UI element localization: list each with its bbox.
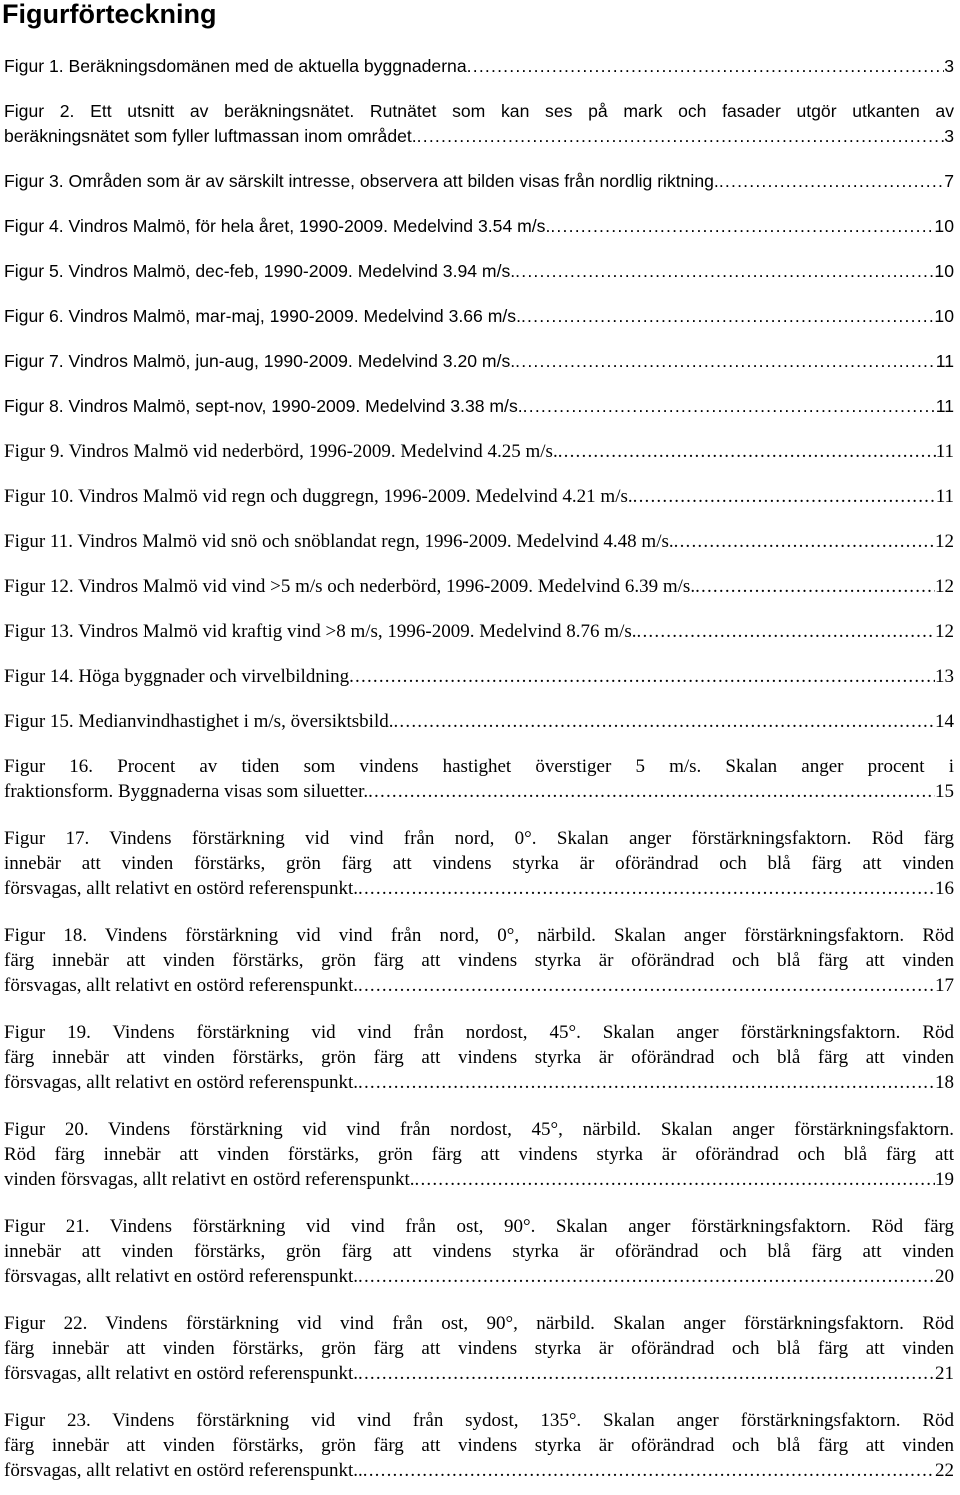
figure-caption-tail xyxy=(4,484,954,509)
page-number: 11 xyxy=(935,486,954,507)
figure-caption-tail xyxy=(4,664,954,689)
dot-leader xyxy=(633,484,936,509)
dot-leader xyxy=(415,1167,936,1192)
figure-caption-line: fraktionsform. Byggnaderna visas som siluetter. xyxy=(4,781,369,802)
page-number: 10 xyxy=(934,216,954,236)
figure-entry[interactable] xyxy=(4,529,954,554)
figure-caption-line: Figur 22. Vindens förstärkning vid vind från ost, 90°, närbild. Skalan anger förstärkningsfaktorn. Röd xyxy=(4,1313,954,1334)
figure-caption-line: Figur 12. Vindros Malmö vid vind >5 m/s och nederbörd, 1996-2009. Medelvind 6.39 m/s. xyxy=(4,576,696,597)
dot-leader xyxy=(637,619,935,644)
figure-caption-tail xyxy=(4,1264,954,1289)
figure-caption-tail xyxy=(4,394,954,419)
page-number: 11 xyxy=(935,441,954,462)
figure-entry[interactable] xyxy=(4,394,954,419)
dot-leader xyxy=(363,1458,935,1483)
dot-leader xyxy=(358,1264,935,1289)
figure-caption-line: försvagas, allt relativt en ostörd referenspunkt. xyxy=(4,878,359,899)
figure-caption-line: försvagas, allt relativt en ostörd referenspunkt. xyxy=(4,975,359,996)
figure-caption-tail xyxy=(4,1167,954,1192)
figure-entry[interactable] xyxy=(4,1117,954,1192)
figure-caption-tail xyxy=(4,124,954,149)
figure-caption-line: färg innebär att vinden förstärks, grön färg att vindens styrka är oförändrad och blå färg att vinden xyxy=(4,950,954,971)
figure-entry[interactable] xyxy=(4,1020,954,1095)
dot-leader xyxy=(368,779,935,804)
figure-caption-line: färg innebär att vinden förstärks, grön färg att vindens styrka är oförändrad och blå färg att vinden xyxy=(4,1047,954,1068)
dot-leader xyxy=(674,529,935,554)
page-number: 14 xyxy=(935,711,954,732)
page-number: 3 xyxy=(944,126,954,146)
figure-caption-line: vinden försvagas, allt relativt en ostörd referenspunkt. xyxy=(4,1169,415,1190)
figure-caption-line: Figur 18. Vindens förstärkning vid vind från nord, 0°, närbild. Skalan anger förstärkningsfaktorn. Röd xyxy=(4,925,954,946)
dot-leader xyxy=(515,349,936,374)
figure-caption-line: beräkningsnätet som fyller luftmassan inom området. xyxy=(4,126,417,146)
dot-leader xyxy=(550,214,934,239)
figure-caption-line: Figur 2. Ett utsnitt av beräkningsnätet. Rutnätet som kan ses på mark och fasader utgör utkanten av xyxy=(4,101,954,121)
page-number: 10 xyxy=(934,306,954,326)
page-number: 15 xyxy=(935,781,954,802)
page-number: 12 xyxy=(935,621,954,642)
page-number: 17 xyxy=(935,975,954,996)
figure-entry[interactable] xyxy=(4,1408,954,1483)
dot-leader xyxy=(358,1070,935,1095)
figure-caption-line: Röd färg innebär att vinden förstärks, grön färg att vindens styrka är oförändrad och blå färg att xyxy=(4,1144,954,1165)
page-number: 12 xyxy=(935,576,954,597)
figure-caption-line: Figur 8. Vindros Malmö, sept-nov, 1990-2009. Medelvind 3.38 m/s. xyxy=(4,396,523,416)
figure-entry[interactable] xyxy=(4,1311,954,1386)
figure-caption-line: Figur 4. Vindros Malmö, för hela året, 1990-2009. Medelvind 3.54 m/s. xyxy=(4,216,551,236)
figure-caption-line: försvagas, allt relativt en ostörd referenspunkt.. xyxy=(4,1460,363,1481)
figure-caption-line: innebär att vinden förstärks, grön färg att vindens styrka är oförändrad och blå färg att vinden xyxy=(4,853,954,874)
page-number: 11 xyxy=(935,351,954,371)
dot-leader xyxy=(349,664,935,689)
figure-caption-tail xyxy=(4,304,954,329)
page-number: 20 xyxy=(935,1266,954,1287)
dot-leader xyxy=(358,973,935,998)
page-number: 13 xyxy=(935,666,954,687)
figure-entry[interactable] xyxy=(4,214,954,239)
figure-caption-tail xyxy=(4,973,954,998)
figure-entry[interactable] xyxy=(4,484,954,509)
figure-entry[interactable] xyxy=(4,923,954,998)
dot-leader xyxy=(521,304,934,329)
figure-entry[interactable] xyxy=(4,439,954,464)
figure-entry[interactable] xyxy=(4,619,954,644)
figure-caption-line: Figur 19. Vindens förstärkning vid vind från nordost, 45°. Skalan anger förstärkningsfaktorn. Röd xyxy=(4,1022,954,1043)
figure-caption-line: Figur 3. Områden som är av särskilt intresse, observera att bilden visas från nordlig riktning. xyxy=(4,171,719,191)
figure-caption-line: Figur 21. Vindens förstärkning vid vind från ost, 90°. Skalan anger förstärkningsfaktorn. Röd färg xyxy=(4,1216,954,1237)
figure-caption-tail xyxy=(4,214,954,239)
dot-leader xyxy=(358,876,935,901)
figure-caption-tail xyxy=(4,574,954,599)
figure-caption-line: Figur 14. Höga byggnader och virvelbildning xyxy=(4,666,350,687)
figure-caption-line: Figur 16. Procent av tiden som vindens hastighet överstiger 5 m/s. Skalan anger procent i xyxy=(4,756,954,777)
figure-caption-line: försvagas, allt relativt en ostörd referenspunkt. xyxy=(4,1266,359,1287)
figure-caption-tail xyxy=(4,779,954,804)
page-number: 19 xyxy=(935,1169,954,1190)
dot-leader xyxy=(417,124,945,149)
dot-leader xyxy=(558,439,936,464)
figure-caption-line: Figur 17. Vindens förstärkning vid vind från nord, 0°. Skalan anger förstärkningsfaktorn. Röd färg xyxy=(4,828,954,849)
dot-leader xyxy=(695,574,935,599)
figure-entry[interactable] xyxy=(4,99,954,149)
figure-entry[interactable] xyxy=(4,54,954,79)
figure-caption-line: innebär att vinden förstärks, grön färg att vindens styrka är oförändrad och blå färg att vinden xyxy=(4,1241,954,1262)
page-number: 12 xyxy=(935,531,954,552)
figure-entry[interactable] xyxy=(4,259,954,284)
figure-caption-tail xyxy=(4,1458,954,1483)
figure-entry[interactable] xyxy=(4,349,954,374)
page-number: 21 xyxy=(935,1363,954,1384)
figure-caption-line: försvagas, allt relativt en ostörd referenspunkt. xyxy=(4,1072,359,1093)
figure-caption-line: Figur 11. Vindros Malmö vid snö och snöblandat regn, 1996-2009. Medelvind 4.48 m/s. xyxy=(4,531,674,552)
figure-entry[interactable] xyxy=(4,664,954,689)
figure-entry[interactable] xyxy=(4,574,954,599)
figure-entry[interactable] xyxy=(4,169,954,194)
figure-caption-line: färg innebär att vinden förstärks, grön färg att vindens styrka är oförändrad och blå färg att vinden xyxy=(4,1435,954,1456)
figure-caption-line: Figur 7. Vindros Malmö, jun-aug, 1990-2009. Medelvind 3.20 m/s. xyxy=(4,351,516,371)
figure-caption-line: Figur 5. Vindros Malmö, dec-feb, 1990-2009. Medelvind 3.94 m/s. xyxy=(4,261,516,281)
dot-leader xyxy=(515,259,934,284)
figure-caption-tail xyxy=(4,529,954,554)
figure-caption-line: Figur 23. Vindens förstärkning vid vind från sydost, 135°. Skalan anger förstärkningsfaktorn. Röd xyxy=(4,1410,954,1431)
page-number: 18 xyxy=(935,1072,954,1093)
figure-caption-line: försvagas, allt relativt en ostörd referenspunkt. xyxy=(4,1363,359,1384)
figure-caption-line: Figur 10. Vindros Malmö vid regn och duggregn, 1996-2009. Medelvind 4.21 m/s. xyxy=(4,486,633,507)
figure-caption-line: färg innebär att vinden förstärks, grön färg att vindens styrka är oförändrad och blå färg att vinden xyxy=(4,1338,954,1359)
figure-caption-tail xyxy=(4,619,954,644)
figure-caption-line: Figur 13. Vindros Malmö vid kraftig vind >8 m/s, 1996-2009. Medelvind 8.76 m/s. xyxy=(4,621,637,642)
page-number: 7 xyxy=(944,171,954,191)
figure-caption-line: Figur 15. Medianvindhastighet i m/s, översiktsbild. xyxy=(4,711,394,732)
figure-entry[interactable] xyxy=(4,754,954,804)
figure-caption-tail xyxy=(4,876,954,901)
figure-caption-line: Figur 20. Vindens förstärkning vid vind från nordost, 45°, närbild. Skalan anger förstärkningsfaktorn. xyxy=(4,1119,954,1140)
figure-caption-line: Figur 6. Vindros Malmö, mar-maj, 1990-2009. Medelvind 3.66 m/s. xyxy=(4,306,521,326)
page-number: 3 xyxy=(944,56,954,76)
figure-caption-tail xyxy=(4,169,954,194)
figure-caption-tail xyxy=(4,54,954,79)
dot-leader xyxy=(467,54,945,79)
figure-entry[interactable] xyxy=(4,304,954,329)
figure-caption-line: Figur 1. Beräkningsdomänen med de aktuella byggnaderna xyxy=(4,56,467,76)
dot-leader xyxy=(393,709,935,734)
page-number: 11 xyxy=(935,396,954,416)
figure-caption-line: Figur 9. Vindros Malmö vid nederbörd, 1996-2009. Medelvind 4.25 m/s. xyxy=(4,441,558,462)
figure-caption-tail xyxy=(4,439,954,464)
figure-caption-tail xyxy=(4,259,954,284)
page-number: 16 xyxy=(935,878,954,899)
dot-leader xyxy=(358,1361,935,1386)
figure-entry[interactable] xyxy=(4,1214,954,1289)
figure-caption-tail xyxy=(4,709,954,734)
figure-list xyxy=(4,54,954,1483)
figure-entry[interactable] xyxy=(4,709,954,734)
figure-caption-tail xyxy=(4,349,954,374)
figure-caption-tail xyxy=(4,1361,954,1386)
figure-caption-tail xyxy=(4,1070,954,1095)
page-number: 22 xyxy=(935,1460,954,1481)
page-number: 10 xyxy=(934,261,954,281)
figure-entry[interactable] xyxy=(4,826,954,901)
dot-leader xyxy=(719,169,944,194)
page-title: Figurförteckning xyxy=(2,0,217,29)
dot-leader xyxy=(523,394,936,419)
